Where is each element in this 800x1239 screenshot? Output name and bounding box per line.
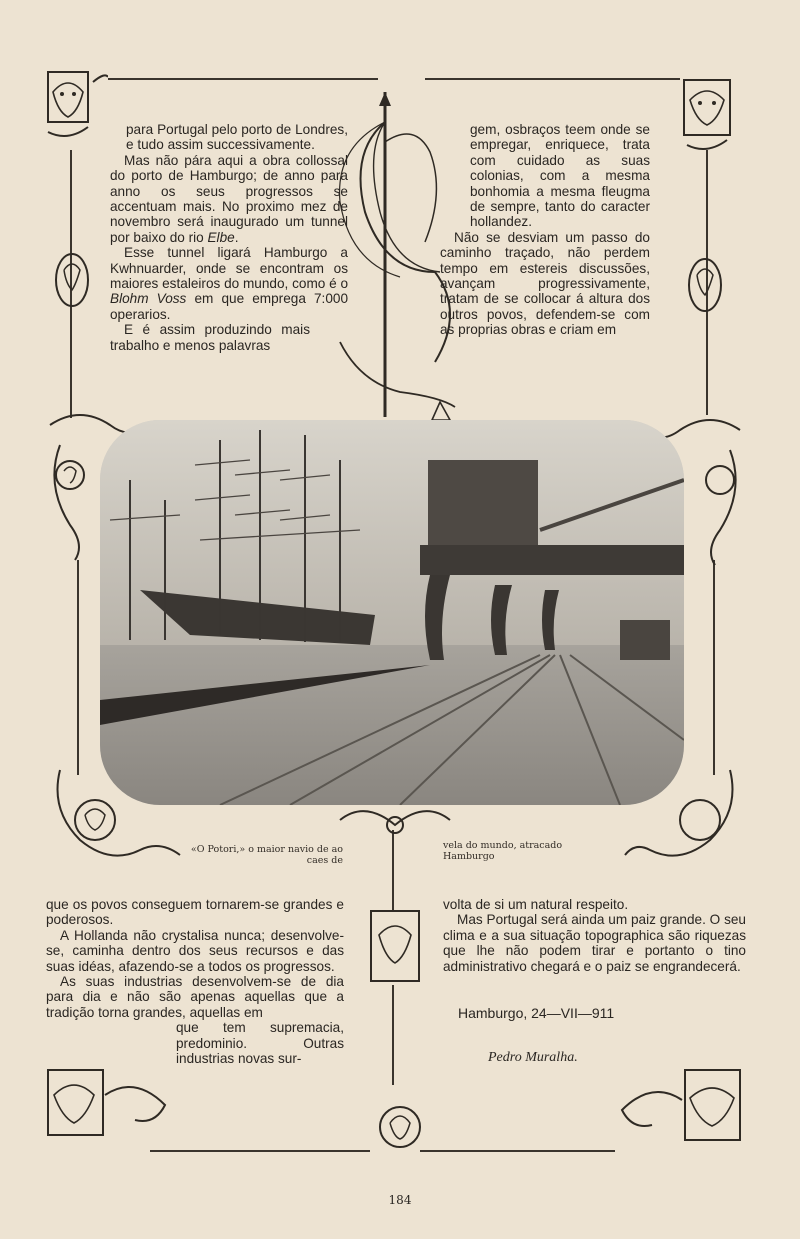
paragraph: para Portugal pelo porto de Londres, e tudo assim successivamente. <box>126 122 348 153</box>
page-number: 184 <box>388 1193 412 1207</box>
scroll-ornament-icon <box>360 1095 440 1160</box>
paragraph: E é assim produzindo mais trabalho e menos palavras <box>110 322 310 353</box>
face-mask-ornament-icon <box>610 1060 750 1155</box>
article-column-top-left <box>110 122 348 353</box>
scroll-ornament-icon <box>335 800 455 845</box>
article-column-top-right <box>440 122 650 338</box>
author-signature: Pedro Muralha. <box>488 1050 578 1065</box>
paragraph: Mas Portugal será ainda um paiz grande. O seu clima e a sua situação topographica são riquezas que lhe não podem tirar e portanto o tino administrativo chegará e o paiz se engrandecerá. <box>443 912 746 974</box>
paragraph: Não se desviam um passo do caminho traçado, não perdem tempo em estereis discussões, avançam progressivamente, tratam de se collocar á altura dos outros povos, defendem-se com as proprias obras e criam em <box>440 229 650 338</box>
paragraph: que tem supremacia, predominio. Outras industrias novas sur- <box>176 1020 344 1067</box>
paragraph: As suas industrias desenvolvem-se de dia para dia e não são apenas aquellas que a tradição torna grandes, aquellas em <box>46 974 344 1020</box>
paragraph: volta de si um natural respeito. <box>443 897 629 912</box>
paragraph: Esse tunnel ligará Hamburgo a Kwhnuarder, onde se encontram os maiores estaleiros do mundo, como é o Blohm Voss em que emprega 7:000 operarios. <box>110 245 349 322</box>
face-mask-ornament-icon <box>672 70 742 160</box>
paragraph: Mas não pára aqui a obra collossal do porto de Hamburgo; de anno para anno os seus progressos se accentuam mais. No proximo mez de novembro será inaugurado um tunnel por baixo do rio Elbe. <box>110 152 348 245</box>
dateline: Hamburgo, 24—VII—911 <box>458 1005 615 1021</box>
paragraph: A Hollanda não crystalisa nunca; desenvolve-se, caminha dentro dos seus recursos e das suas idéas, afazendo-se a todos os progressos. <box>46 927 344 974</box>
article-column-bottom-right <box>443 897 746 974</box>
harbor-photograph <box>100 420 684 805</box>
photo-caption-right: vela do mundo, atracado Hamburgo <box>443 840 563 862</box>
article-column-bottom-left <box>46 897 344 1066</box>
face-mask-ornament-icon <box>40 1055 180 1150</box>
face-mask-ornament-icon <box>365 905 425 990</box>
paragraph: que os povos conseguem tornarem-se grandes e poderosos. <box>46 897 344 928</box>
photo-caption-left: «O Potori,» o maior navio de ao caes de <box>190 844 343 866</box>
scroll-ornament-icon <box>50 245 95 315</box>
scroll-ornament-icon <box>683 250 728 320</box>
face-mask-ornament-icon <box>38 62 108 152</box>
paragraph: gem, osbraços teem onde se empregar, enriquece, trata com cuidado as suas colonias, com a mesma bonhomia a mesma fleugma de sempre, tanto do caracter hollandez. <box>470 122 650 230</box>
